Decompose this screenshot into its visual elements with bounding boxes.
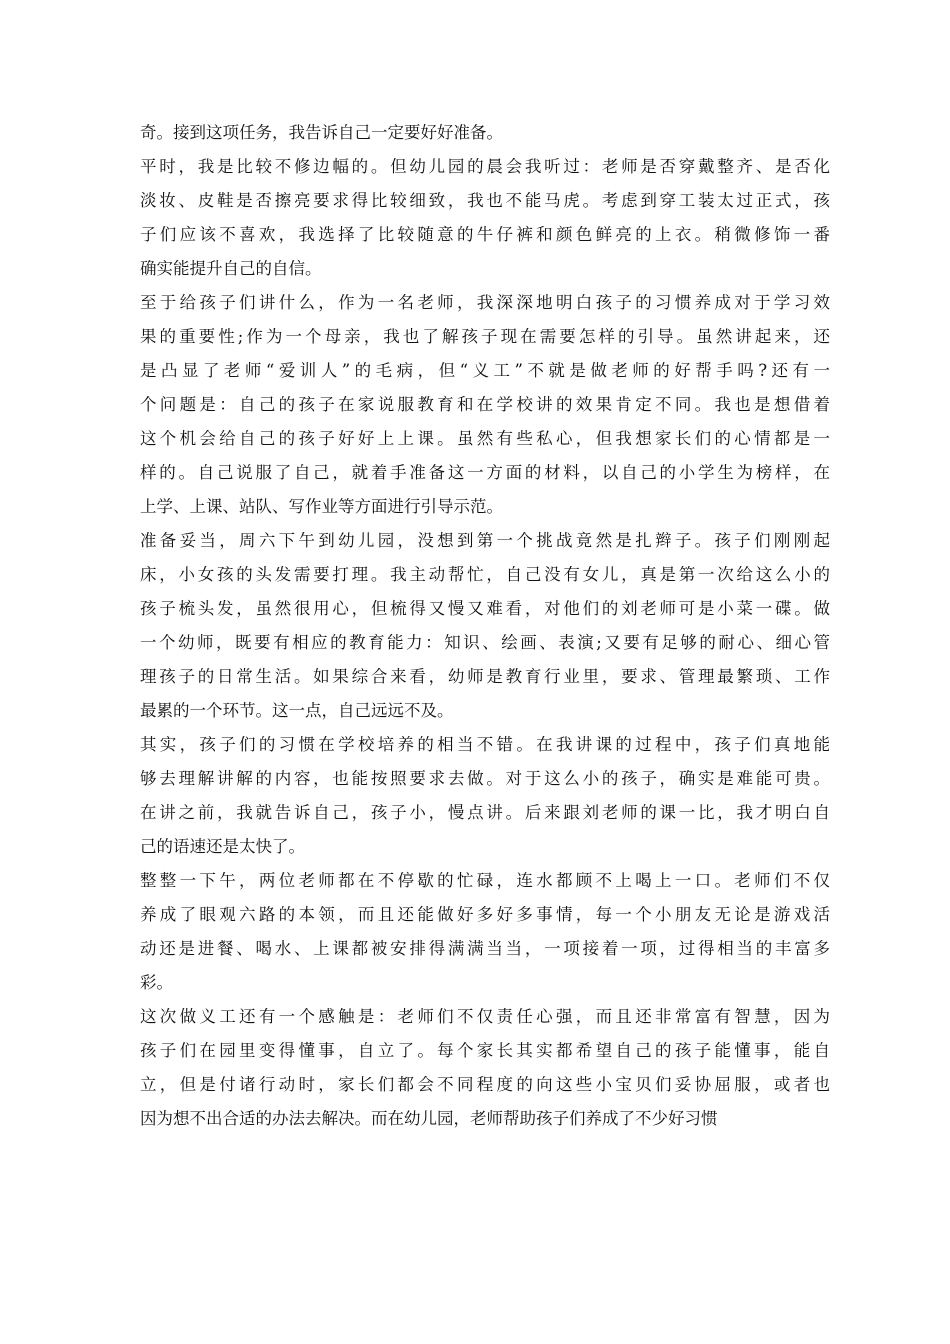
paragraph <box>140 286 830 524</box>
text-line: 果的重要性;作为一个母亲，我也了解孩子现在需要怎样的引导。虽然讲起来，还 <box>140 327 830 346</box>
paragraph <box>140 864 830 1000</box>
text-line: 确实能提升自己的自信。 <box>140 259 322 278</box>
text-line: 整整一下午，两位老师都在不停歇的忙碌，连水都顾不上喝上一口。老师们不仅 <box>140 871 830 890</box>
text-line: 理孩子的日常生活。如果综合来看，幼师是教育行业里，要求、管理最繁琐、工作 <box>140 667 830 686</box>
text-line: 彩。 <box>140 973 173 992</box>
text-line: 床，小女孩的头发需要打理。我主动帮忙，自己没有女儿，真是第一次给这么小的 <box>140 565 830 584</box>
text-line: 淡妆、皮鞋是否擦亮要求得比较细致，我也不能马虎。考虑到穿工装太过正式，孩 <box>140 191 830 210</box>
text-line: 样的。自己说服了自己，就着手准备这一方面的材料，以自己的小学生为榜样，在 <box>140 463 830 482</box>
text-line: 子们应该不喜欢，我选择了比较随意的牛仔裤和颜色鲜亮的上衣。稍微修饰一番 <box>140 225 830 244</box>
text-line: 最累的一个环节。这一点，自己远远不及。 <box>140 701 454 720</box>
text-line: 己的语速还是太快了。 <box>140 837 305 856</box>
document-page <box>140 116 830 1136</box>
text-line: 这个机会给自己的孩子好好上上课。虽然有些私心，但我想家长们的心情都是一 <box>140 429 830 448</box>
text-line: 上学、上课、站队、写作业等方面进行引导示范。 <box>140 497 503 516</box>
text-line: 动还是进餐、喝水、上课都被安排得满满当当，一项接着一项，过得相当的丰富多 <box>140 939 830 958</box>
text-line: 孩子梳头发，虽然很用心，但梳得又慢又难看，对他们的刘老师可是小菜一碟。做 <box>140 599 830 618</box>
text-line: 个问题是：自己的孩子在家说服教育和在学校讲的效果肯定不同。我也是想借着 <box>140 395 830 414</box>
text-line: 至于给孩子们讲什么，作为一名老师，我深深地明白孩子的习惯养成对于学习效 <box>140 293 830 312</box>
text-line: 养成了眼观六路的本领，而且还能做好多好多事情，每一个小朋友无论是游戏活 <box>140 905 830 924</box>
text-line: 一个幼师，既要有相应的教育能力：知识、绘画、表演;又要有足够的耐心、细心管 <box>140 633 830 652</box>
paragraph <box>140 524 830 728</box>
document-body <box>140 116 830 1136</box>
paragraph <box>140 116 830 150</box>
text-line: 是凸显了老师“爱训人”的毛病，但“义工”不就是做老师的好帮手吗?还有一 <box>140 361 830 380</box>
paragraph <box>140 150 830 286</box>
text-line: 这次做义工还有一个感触是：老师们不仅责任心强，而且还非常富有智慧，因为 <box>140 1007 830 1026</box>
paragraph <box>140 1000 830 1136</box>
text-line: 平时，我是比较不修边幅的。但幼儿园的晨会我听过：老师是否穿戴整齐、是否化 <box>140 157 830 176</box>
text-line: 其实，孩子们的习惯在学校培养的相当不错。在我讲课的过程中，孩子们真地能 <box>140 735 830 754</box>
text-line: 孩子们在园里变得懂事，自立了。每个家长其实都希望自己的孩子能懂事，能自 <box>140 1041 830 1060</box>
text-line: 够去理解讲解的内容，也能按照要求去做。对于这么小的孩子，确实是难能可贵。 <box>140 769 830 788</box>
text-line: 准备妥当，周六下午到幼儿园，没想到第一个挑战竟然是扎辫子。孩子们刚刚起 <box>140 531 830 550</box>
paragraph <box>140 728 830 864</box>
text-line: 在讲之前，我就告诉自己，孩子小，慢点讲。后来跟刘老师的课一比，我才明白自 <box>140 803 830 822</box>
text-line: 奇。接到这项任务，我告诉自己一定要好好准备。 <box>140 123 503 142</box>
text-line: 立，但是付诸行动时，家长们都会不同程度的向这些小宝贝们妥协屈服，或者也 <box>140 1075 830 1094</box>
text-line: 因为想不出合适的办法去解决。而在幼儿园，老师帮助孩子们养成了不少好习惯 <box>140 1109 718 1128</box>
